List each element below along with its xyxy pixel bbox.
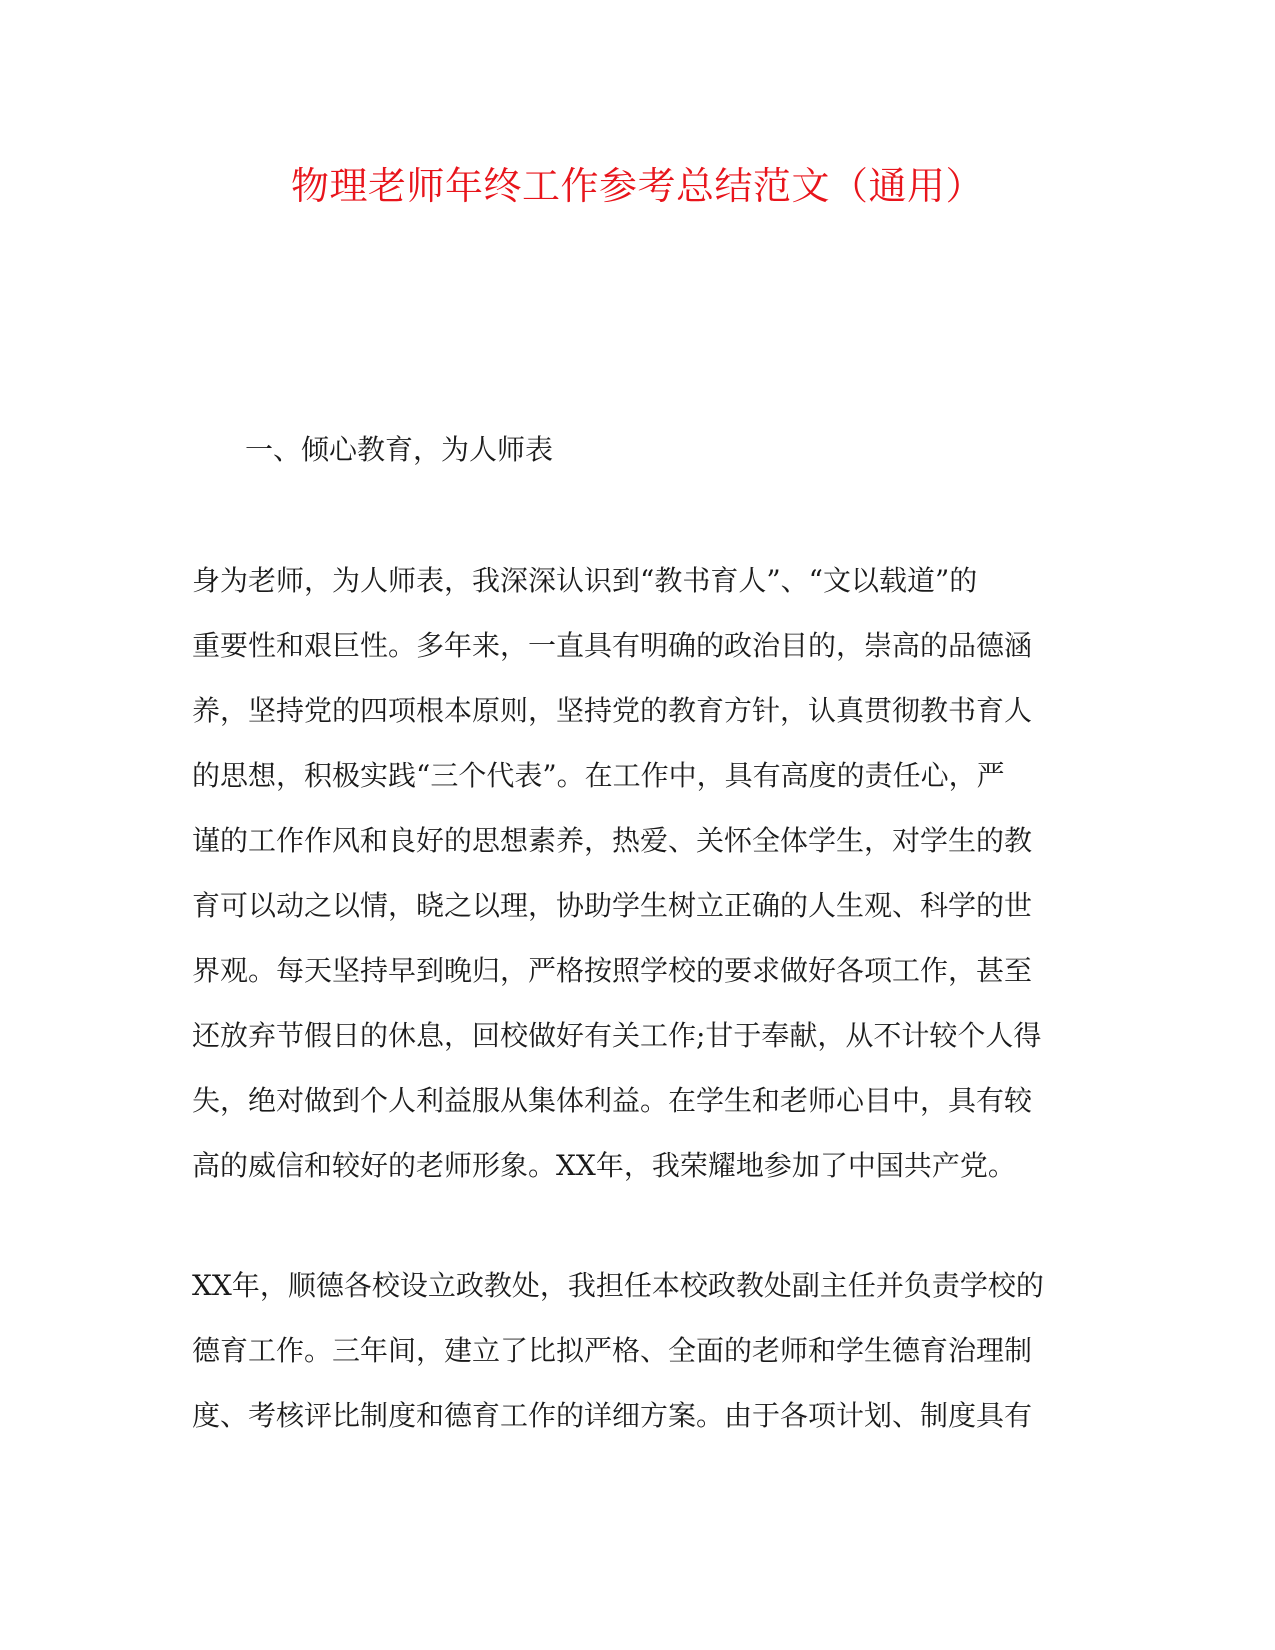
paragraph-line: 的思想，积极实践“三个代表”。在工作中，具有高度的责任心，严 — [192, 759, 1005, 792]
paragraph-line: 德育工作。三年间，建立了比拟严格、全面的老师和学生德育治理制 — [192, 1334, 1033, 1367]
paragraph-line: 界观。每天坚持早到晚归，严格按照学校的要求做好各项工作，甚至 — [192, 954, 1033, 987]
paragraph-line: 还放弃节假日的休息，回校做好有关工作;甘于奉献，从不计较个人得 — [192, 1019, 1042, 1052]
paragraph-line: 重要性和艰巨性。多年来，一直具有明确的政治目的，崇高的品德涵 — [192, 629, 1033, 662]
paragraph-2 — [192, 1253, 1072, 1448]
paragraph-line: 育可以动之以情，晓之以理，协助学生树立正确的人生观、科学的世 — [192, 889, 1033, 922]
paragraph-line: 失，绝对做到个人利益服从集体利益。在学生和老师心目中，具有较 — [192, 1084, 1033, 1117]
paragraph-line: 度、考核评比制度和德育工作的详细方案。由于各项计划、制度具有 — [192, 1399, 1033, 1432]
paragraph-line: 高的威信和较好的老师形象。XX年，我荣耀地参加了中国共产党。 — [192, 1149, 1016, 1182]
paragraph-line: 身为老师，为人师表，我深深认识到“教书育人”、“文以载道”的 — [192, 564, 978, 597]
paragraph-line: 养，坚持党的四项根本原则，坚持党的教育方针，认真贯彻教书育人 — [192, 694, 1033, 727]
section-heading: 一、倾心教育，为人师表 — [245, 433, 554, 466]
document-title: 物理老师年终工作参考总结范文（通用） — [290, 164, 984, 208]
paragraph-1 — [192, 548, 1072, 1198]
paragraph-line: 谨的工作作风和良好的思想素养，热爱、关怀全体学生，对学生的教 — [192, 824, 1033, 857]
paragraph-line: XX年，顺德各校设立政教处，我担任本校政教处副主任并负责学校的 — [192, 1269, 1044, 1302]
